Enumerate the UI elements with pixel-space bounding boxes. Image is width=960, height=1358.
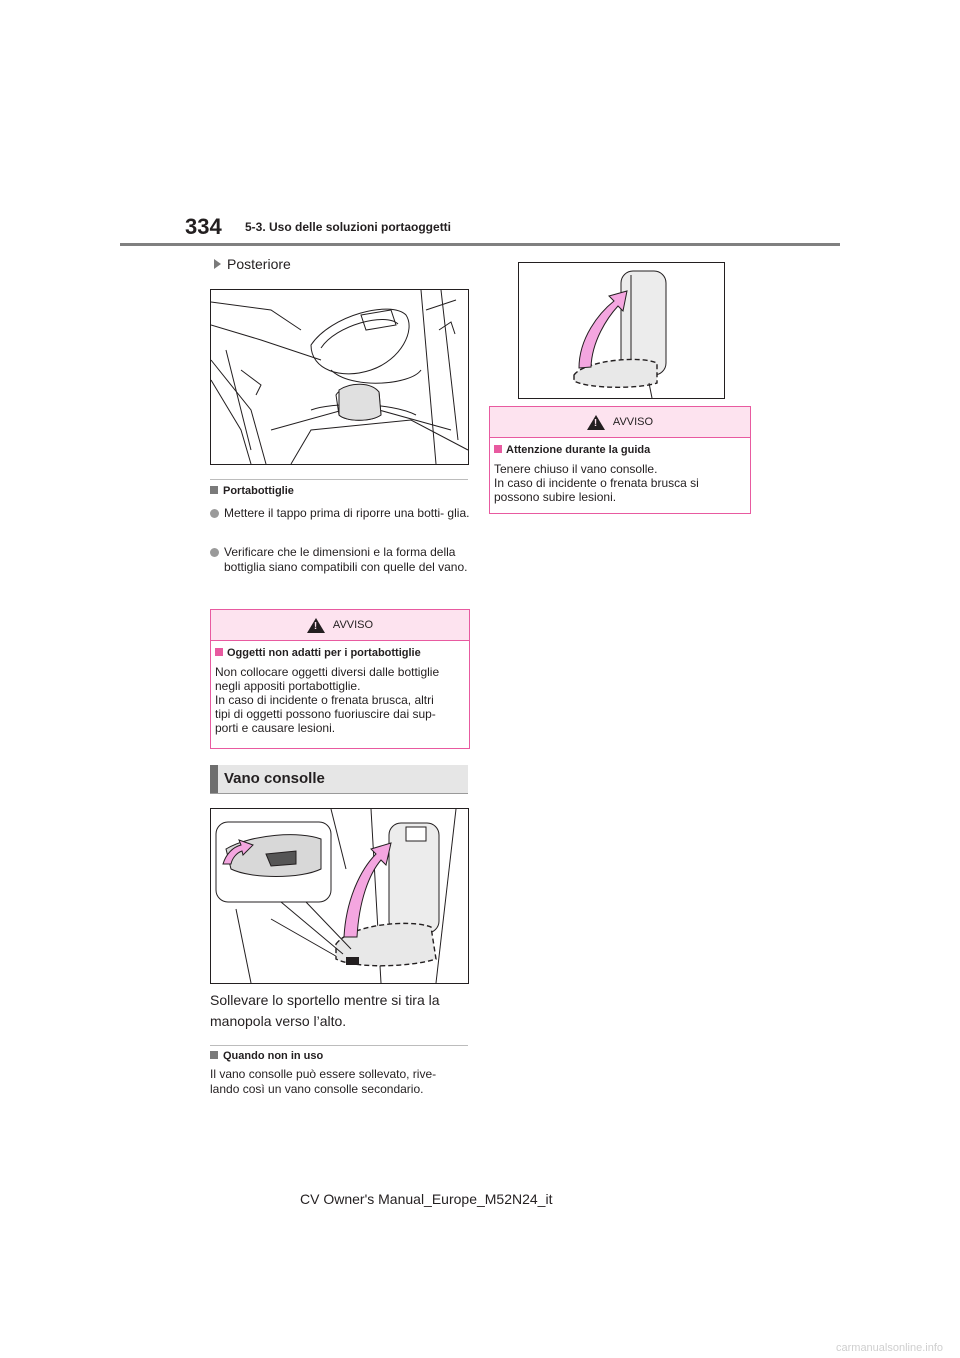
figure-caption: Sollevare lo sportello mentre si tira la manopola verso l’alto. (210, 992, 440, 1029)
watermark: carmanualsonline.info (836, 1342, 944, 1354)
not-in-use-heading (210, 1050, 323, 1062)
section-band (210, 765, 468, 794)
divider (210, 479, 468, 480)
section-title: 5-3. Uso delle soluzioni portaoggetti (245, 220, 452, 234)
triangle-marker-icon (214, 259, 221, 269)
square-marker-icon (210, 486, 218, 494)
warning-triangle-icon (587, 415, 605, 430)
warning-box (489, 406, 751, 514)
rear-bottle-holder-figure (210, 289, 469, 465)
divider (210, 1045, 468, 1046)
warning-body: Tenere chiuso il vano consolle. In caso di incidente o frenata brusca si possono subire lesioni. (494, 462, 699, 504)
footer-manual-id: CV Owner's Manual_Europe_M52N24_it (300, 1191, 553, 1207)
sub-heading (214, 256, 291, 272)
bottle-holder-heading (210, 485, 294, 497)
warning-title-text: Oggetti non adatti per i portabottiglie (227, 647, 421, 659)
heading-text: Quando non in uso (223, 1050, 324, 1062)
square-marker-icon (215, 648, 223, 656)
warning-title (494, 444, 746, 456)
heading-text: Portabottiglie (223, 485, 294, 497)
section-band-title: Vano consolle (224, 770, 325, 787)
console-illustration (211, 809, 468, 983)
console-lifted-illustration (519, 263, 724, 398)
warning-body: Non collocare oggetti diversi dalle bottiglie negli appositi portabottiglie. In caso di incidente o frenata brusca, altri tipi di oggetti possono fuoriuscire dai sup- porti e causare lesioni. (215, 665, 440, 735)
bullet-item: Verificare che le dimensioni e la forma della bottiglia siano compatibili con quelle del vano. (210, 545, 479, 575)
band-bar (210, 765, 218, 793)
warning-title-text: Attenzione durante la guida (506, 444, 651, 456)
bullet-item: Mettere il tappo prima di riporre una botti- glia. (210, 506, 479, 521)
warning-title (215, 647, 465, 659)
warning-header (211, 610, 469, 641)
not-in-use-body: Il vano consolle può essere sollevato, rive- lando così un vano consolle secondario. (210, 1067, 437, 1096)
warning-label: AVVISO (612, 416, 654, 428)
square-marker-icon (210, 1051, 218, 1059)
rear-door-illustration (211, 290, 468, 464)
page-number: 334 (185, 214, 222, 239)
header-rule (120, 243, 840, 246)
warning-triangle-icon (307, 618, 325, 633)
console-lifted-figure (518, 262, 725, 399)
console-box-figure (210, 808, 469, 984)
warning-header (490, 407, 750, 438)
sub-heading-text: Posteriore (227, 256, 291, 272)
warning-label: AVVISO (332, 619, 374, 631)
square-marker-icon (494, 445, 502, 453)
warning-box (210, 609, 470, 749)
